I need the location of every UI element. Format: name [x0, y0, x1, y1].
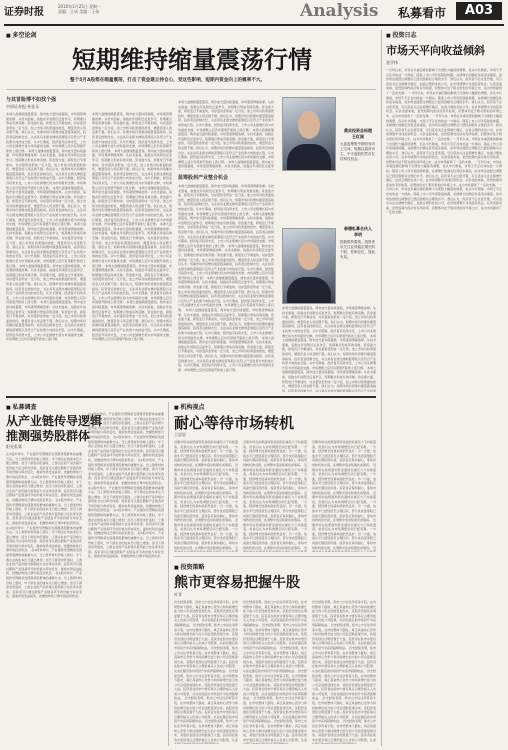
bottom-story-title: 熊市更容易把握牛股 — [174, 575, 300, 591]
left-story-title-1: 从产业链传导逻辑 — [6, 414, 103, 428]
bottom-story-byline: 叶青 — [174, 592, 182, 597]
dateline — [58, 4, 101, 14]
newspaper-logo: 证券时报 — [4, 7, 44, 18]
dateline-date: 2010年1月25日 星期一 — [58, 4, 102, 9]
middle-divider — [174, 556, 376, 557]
person-1-quote: 大盘蓝筹股中期仍有向上空间，短期以震荡为主，中小盘股依然存在结构性机会。 — [340, 142, 375, 161]
right-story-body: 一月份以来，市场在多重因素的影响下出现较大幅度的调整，但从中长期看，市场天平正在向收益一方倾斜。随着上市公司年报陆续披露，业绩增长的确定性将逐步提高，而市场估值经过调整后已经回到相对合理的水平。我们认为，投资者不必过度悲观，可以逐步关注业绩增长确定、估值合理的优质公司，在市场调整中寻找投资机会。从资金面来看，虽然短期内流动性有所收紧，但整体仍处于相对宽松的环境之中，这为市场提供了一定的支撑。 一月份以来，市场在多重因素的影响下出现较大幅度的调整，但从中长期看，市场天平正在向收益一方倾斜。随着上市公司年报陆续披露，业绩增长的确定性将逐步提高，而市场估值经过调整后已经回到相对合理的水平。我们认为，投资者不必过度悲观，可以逐步关注业绩增长确定、估值合理的优质公司，在市场调整中寻找投资机会。从资金面来看，虽然短期内流动性有所收紧，但整体仍处于相对宽松的环境之中，这为市场提供了一定的支撑。 一月份以来，市场在多重因素的影响下出现较大幅度的调整，但从中长期看，市场天平正在向收益一方倾斜。随着上市公司年报陆续披露，业绩增长的确定性将逐步提高，而市场估值经过调整后已经回到相对合理的水平。我们认为，投资者不必过度悲观，可以逐步关注业绩增长确定、估值合理的优质公司，在市场调整中寻找投资机会。从资金面来看，虽然短期内流动性有所收紧，但整体仍处于相对宽松的环境之中，这为市场提供了一定的支撑。 一月份以来，市场在多重因素的影响下出现较大幅度的调整，但从中长期看，市场天平正在向收益一方倾斜。随着上市公司年报陆续披露，业绩增长的确定性将逐步提高，而市场估值经过调整后已经回到相对合理的水平。我们认为，投资者不必过度悲观，可以逐步关注业绩增长确定、估值合理的优质公司，在市场调整中寻找投资机会。从资金面来看，虽然短期内流动性有所收紧，但整体仍处于相对宽松的环境之中，这为市场提供了一定的支撑。 一月份以来，市场在多重因素的影响下出现较大幅度的调整，但从中长期看，市场天平正在向收益一方倾斜。随着上市公司年报陆续披露，业绩增长的确定性将逐步提高，而市场估值经过调整后已经回到相对合理的水平。我们认为，投资者不必过度悲观，可以逐步关注业绩增长确定、估值合理的优质公司，在市场调整中寻找投资机会。从资金面来看，虽然短期内流动性有所收紧，但整体仍处于相对宽松的环境之中，这为市场提供了一定的支撑。 一月份以来，市场在多重因素的影响下出现较大幅度的调整，但从中长期看，市场天平正在向收益一方倾斜。随着上市公司年报陆续披露，业绩增长的确定性将逐步提高，而市场估值经过调整后已经回到相对合理的水平。我们认为，投资者不必过度悲观，可以逐步关注业绩增长确定、估值合理的优质公司，在市场调整中寻找投资机会。从资金面来看，虽然短期内流动性有所收紧，但整体仍处于相对宽松的环境之中，这为市场提供了一定的支撑。 — [386, 68, 502, 215]
section-divider — [6, 396, 376, 398]
right-story-byline: 金学伟 — [386, 60, 398, 65]
left-story-column-2: 在A股市场中，产业链传导逻辑是发现强势股群体的重要方法。当上游原材料价格上涨时，中下游企业的成本压力随之增加；而当下游需求旺盛时，上游企业的产品价格与盈利能力往往率先改善。投资者可以通过跟踪产业链各环节的价格与库存变化，提前布局受益板块，把握结构性行情中的投资机会。 在A股市场中，产业链传导逻辑是发现强势股群体的重要方法。当上游原材料价格上涨时，中下游企业的成本压力随之增加；而当下游需求旺盛时，上游企业的产品价格与盈利能力往往率先改善。投资者可以通过跟踪产业链各环节的价格与库存变化，提前布局受益板块，把握结构性行情中的投资机会。 在A股市场中，产业链传导逻辑是发现强势股群体的重要方法。当上游原材料价格上涨时，中下游企业的成本压力随之增加；而当下游需求旺盛时，上游企业的产品价格与盈利能力往往率先改善。投资者可以通过跟踪产业链各环节的价格与库存变化，提前布局受益板块，把握结构性行情中的投资机会。 在A股市场中，产业链传导逻辑是发现强势股群体的重要方法。当上游原材料价格上涨时，中下游企业的成本压力随之增加；而当下游需求旺盛时，上游企业的产品价格与盈利能力往往率先改善。投资者可以通过跟踪产业链各环节的价格与库存变化，提前布局受益板块，把握结构性行情中的投资机会。 在A股市场中，产业链传导逻辑是发现强势股群体的重要方法。当上游原材料价格上涨时，中下游企业的成本压力随之增加；而当下游需求旺盛时，上游企业的产品价格与盈利能力往往率先改善。投资者可以通过跟踪产业链各环节的价格与库存变化，提前布局受益板块，把握结构性行情中的投资机会。 在A股市场中，产业链传导逻辑是发现强势股群体的重要方法。当上游原材料价格上涨时，中下游企业的成本压力随之增加；而当下游需求旺盛时，上游企业的产品价格与盈利能力往往率先改善。投资者可以通过跟踪产业链各环节的价格与库存变化，提前布局受益板块，把握结构性行情中的投资机会。 — [88, 412, 164, 559]
top-story-column-1: 本周大盘继续缩量震荡，两市成交量持续萎缩，市场观望情绪浓厚。从技术面看，指数在年线附近反复争夺，短期难以形成有效突破。资金面方面，新股发行节奏加快，对存量资金形成一定分流，加之市场对政策面的担忧，增量资金入场意愿不强。我们认为，短期市场仍将维持缩量震荡格局，投资者宜控制仓位，关注具有业绩支撑的蓝筹股以及符合产业政策方向的成长股。从中长期看，经济复苏趋势未变，上市公司业绩增长将为市场提供支撑，市场调整之后仍有望展开新的上涨行情。 本周大盘继续缩量震荡，两市成交量持续萎缩，市场观望情绪浓厚。从技术面看，指数在年线附近反复争夺，短期难以形成有效突破。资金面方面，新股发行节奏加快，对存量资金形成一定分流，加之市场对政策面的担忧，增量资金入场意愿不强。我们认为，短期市场仍将维持缩量震荡格局，投资者宜控制仓位，关注具有业绩支撑的蓝筹股以及符合产业政策方向的成长股。从中长期看，经济复苏趋势未变，上市公司业绩增长将为市场提供支撑，市场调整之后仍有望展开新的上涨行情。 本周大盘继续缩量震荡，两市成交量持续萎缩，市场观望情绪浓厚。从技术面看，指数在年线附近反复争夺，短期难以形成有效突破。资金面方面，新股发行节奏加快，对存量资金形成一定分流，加之市场对政策面的担忧，增量资金入场意愿不强。我们认为，短期市场仍将维持缩量震荡格局，投资者宜控制仓位，关注具有业绩支撑的蓝筹股以及符合产业政策方向的成长股。从中长期看，经济复苏趋势未变，上市公司业绩增长将为市场提供支撑，市场调整之后仍有望展开新的上涨行情。 本周大盘继续缩量震荡，两市成交量持续萎缩，市场观望情绪浓厚。从技术面看，指数在年线附近反复争夺，短期难以形成有效突破。资金面方面，新股发行节奏加快，对存量资金形成一定分流，加之市场对政策面的担忧，增量资金入场意愿不强。我们认为，短期市场仍将维持缩量震荡格局，投资者宜控制仓位，关注具有业绩支撑的蓝筹股以及符合产业政策方向的成长股。从中长期看，经济复苏趋势未变，上市公司业绩增长将为市场提供支撑，市场调整之后仍有望展开新的上涨行情。 本周大盘继续缩量震荡，两市成交量持续萎缩，市场观望情绪浓厚。从技术面看，指数在年线附近反复争夺，短期难以形成有效突破。资金面方面，新股发行节奏加快，对存量资金形成一定分流，加之市场对政策面的担忧，增量资金入场意愿不强。我们认为，短期市场仍将维持缩量震荡格局，投资者宜控制仓位，关注具有业绩支撑的蓝筹股以及符合产业政策方向的成长股。从中长期看，经济复苏趋势未变，上市公司业绩增长将为市场提供支撑，市场调整之后仍有望展开新的上涨行情。 本周大盘继续缩量震荡，两市成交量持续萎缩，市场观望情绪浓厚。从技术面看，指数在年线附近反复争夺，短期难以形成有效突破。资金面方面，新股发行节奏加快，对存量资金形成一定分流，加之市场对政策面的担忧，增量资金入场意愿不强。我们认为，短期市场仍将维持缩量震荡格局，投资者宜控制仓位，关注具有业绩支撑的蓝筹股以及符合产业政策方向的成长股。从中长期看，经济复苏趋势未变，上市公司业绩增长将为市场提供支撑，市场调整之后仍有望展开新的上涨行情。 — [6, 112, 86, 342]
left-story-title-2: 推测强势股群体 — [6, 429, 91, 443]
person-2-title: 泰德私募合伙人 — [344, 226, 372, 231]
bottom-story-column-1: 历史经验表明，熊市之中往往孕育着牛股。在市场整体下跌时，真正具备核心竞争力和持续增长能力的公司会逐渐显现出来，其股价表现往往明显强于大盘。投资者在熊市中更容易以合理价格买入优质公司股票，从而在随后的市场回升中获得超额收益。 历史经验表明，熊市之中往往孕育着牛股。在市场整体下跌时，真正具备核心竞争力和持续增长能力的公司会逐渐显现出来，其股价表现往往明显强于大盘。投资者在熊市中更容易以合理价格买入优质公司股票，从而在随后的市场回升中获得超额收益。 历史经验表明，熊市之中往往孕育着牛股。在市场整体下跌时，真正具备核心竞争力和持续增长能力的公司会逐渐显现出来，其股价表现往往明显强于大盘。投资者在熊市中更容易以合理价格买入优质公司股票，从而在随后的市场回升中获得超额收益。 历史经验表明，熊市之中往往孕育着牛股。在市场整体下跌时，真正具备核心竞争力和持续增长能力的公司会逐渐显现出来，其股价表现往往明显强于大盘。投资者在熊市中更容易以合理价格买入优质公司股票，从而在随后的市场回升中获得超额收益。 历史经验表明，熊市之中往往孕育着牛股。在市场整体下跌时，真正具备核心竞争力和持续增长能力的公司会逐渐显现出来，其股价表现往往明显强于大盘。投资者在熊市中更容易以合理价格买入优质公司股票，从而在随后的市场回升中获得超额收益。 历史经验表明，熊市之中往往孕育着牛股。在市场整体下跌时，真正具备核心竞争力和持续增长能力的公司会逐渐显现出来，其股价表现往往明显强于大盘。投资者在熊市中更容易以合理价格买入优质公司股票，从而 — [174, 600, 238, 742]
bottom-story-column-2: 历史经验表明，熊市之中往往孕育着牛股。在市场整体下跌时，真正具备核心竞争力和持续增长能力的公司会逐渐显现出来，其股价表现往往明显强于大盘。投资者在熊市中更容易以合理价格买入优质公司股票，从而在随后的市场回升中获得超额收益。 历史经验表明，熊市之中往往孕育着牛股。在市场整体下跌时，真正具备核心竞争力和持续增长能力的公司会逐渐显现出来，其股价表现往往明显强于大盘。投资者在熊市中更容易以合理价格买入优质公司股票，从而在随后的市场回升中获得超额收益。 历史经验表明，熊市之中往往孕育着牛股。在市场整体下跌时，真正具备核心竞争力和持续增长能力的公司会逐渐显现出来，其股价表现往往明显强于大盘。投资者在熊市中更容易以合理价格买入优质公司股票，从而在随后的市场回升中获得超额收益。 历史经验表明，熊市之中往往孕育着牛股。在市场整体下跌时，真正具备核心竞争力和持续增长能力的公司会逐渐显现出来，其股价表现往往明显强于大盘。投资者在熊市中更容易以合理价格买入优质公司股票，从而在随后的市场回升中获得超额收益。 历史经验表明，熊市之中往往孕育着牛股。在市场整体下跌时，真正具备核心竞争力和持续增长能力的公司会逐渐显现出来，其股价表现往往明显强于大盘。投资者在熊市中更容易以合理价格买入优质公司股票，从而在随后的市场回升中获得超额收益。 历史经验表明，熊市之中往往孕育着牛股。在市场整体下跌时，真正具备核心竞争力和持续增长能力的公司会逐渐显现出来，其股价表现往往明显强于大盘。投资者在熊市中更容易以合理价格买入优质公司股票，从而 — [243, 600, 307, 742]
portrait-photo-2 — [282, 228, 336, 304]
left-story-byline: 阳光私募 — [6, 444, 22, 449]
top-story-tag: ■ 多空论剑 — [6, 30, 36, 39]
middle-story-title: 耐心等待市场转机 — [174, 414, 295, 432]
middle-story-column-3: 近期市场在政策面和资金面的双重压力下持续震荡，但我们认为市场调整空间已经有限。一方面，经济增长的基本面依然良好；另一方面，估值水平已经回落至合理区间，部分优质蓝筹股已具备长期投资价值。投资者应保持耐心，等待市场转机的出现，在调整中逐步积累优质筹码。 近期市场在政策面和资金面的双重压力下持续震荡，但我们认为市场调整空间已经有限。一方面，经济增长的基本面依然良好；另一方面，估值水平已经回落至合理区间，部分优质蓝筹股已具备长期投资价值。投资者应保持耐心，等待市场转机的出现，在调整中逐步积累优质筹码。 近期市场在政策面和资金面的双重压力下持续震荡，但我们认为市场调整空间已经有限。一方面，经济增长的基本面依然良好；另一方面，估值水平已经回落至合理区间，部分优质蓝筹股已具备长期投资价值。投资者应保持耐心，等待市场转机的出现，在调整中逐步积累优质筹码。 近期市场在政策面和资金面的双重压力下持续震荡，但我们认为市场调整空间已经有限。一方面，经济增长的基本面依然良好；另一方面，估值水平已经回落至合理区间，部分优质蓝筹股已具备长期投资价值。投资者应保持耐心，等待市场转机的出现，在调整中逐步积累优质筹码。 近 — [312, 440, 376, 550]
top-story-byline: 中国证券报·孙佳乐 — [6, 104, 40, 109]
person-2-name: 李明 — [354, 232, 362, 237]
right-story-tag: ■ 投资日志 — [386, 30, 416, 39]
dateline-editors: 责编：王成 美编：王伟 — [58, 9, 100, 14]
top-story-column-3b: 本周大盘继续缩量震荡，两市成交量持续萎缩，市场观望情绪浓厚。从技术面看，指数在年线附近反复争夺，短期难以形成有效突破。资金面方面，新股发行节奏加快，对存量资金形成一定分流，加之市场对政策面的担忧，增量资金入场意愿不强。我们认为，短期市场仍将维持缩量震荡格局，投资者宜控制仓位，关注具有业绩支撑的蓝筹股以及符合产业政策方向的成长股。从中长期看，经济复苏趋势未变，上市公司业绩增长将为市场提供支撑，市场调整之后仍有望展开新的上涨行情。 本周大盘继续缩量震荡，两市成交量持续萎缩，市场观望情绪浓厚。从技术面看，指数在年线附近反复争夺，短期难以形成有效突破。资金面方面，新股发行节奏加快，对存量资金形成一定分流，加之市场对政策面的担忧，增量资金入场意愿不强。我们认为，短期市场仍将维持缩量震荡格局，投资者宜控制仓位，关注具有业绩支撑的蓝筹股以及符合产业政策方向的成长股。从中长期看，经济复苏趋势未变，上市公司业绩增长将为市场提供支撑，市场调整之后仍有望展开新的上涨行情。 本周大盘继续缩量震荡，两市成交量持续萎缩，市场观望情绪浓厚。从技术面看，指数在年线附近反复争夺，短期难以形成有效突破。资金面方面，新股发行节奏加快，对存量资金形成一定分流，加之市场对政策面的担忧，增量资金入场意愿不强。我们认为，短期市场仍将维持缩量震荡格局，投资者宜控制仓位，关注具有业绩支撑的蓝筹股以及符合产业政策方向的成长股。从中长期看，经济复苏趋势未变，上市公司业绩增长将为市场提供支撑，市场调整之后仍有望展开新的上涨行情。 本周大盘继续缩量震荡，两市成交量持续萎缩，市场观望情绪浓厚。从技术面看，指数在年线附近反复争夺，短期难以形成有效突破。资金面方面，新股发行节奏加快，对存量资金形成一定分流，加之市场对政策面的担忧，增量资金入场意愿不强。我们认为，短期市场仍将维持缩量震荡格局，投资者宜控制仓位，关注具有业绩支撑的蓝筹股以及符合产业政策方向的成长股。从中长期看，经济复苏趋势未变，上市公司业绩增长将为市场提供支撑，市场调整之后仍有望展开新的上涨行情。 本周大盘继续缩量震荡，两市成交量持续萎缩，市场观望情绪浓厚。从技术面看，指数在年线附近反复争夺，短期难以形成有效突破。资金面方面，新股发行节奏加快，对存量资金形成一定分流，加之市场对政策面的担忧，增量资金入场意愿不强。我们认为，短期市场仍将维持缩量震荡格局，投资者宜控制仓位，关注具有业绩支撑的蓝筹股以及符合产业政策方向的成长股。从中长期看，经济复苏趋势未变，上市公司业绩增长将为市场提供支撑，市场调整之后仍有望展开新的上涨行情。 本周大盘继续缩量震荡，两市成交量持续萎缩，市场观望情绪浓厚。从技术面看，指数在年线附近反复争夺，短期难以形成有效突破。资金面方面，新股发行节奏加快，对存量资金形成一定分流，加之市场对政策面的担忧，增量资金入场意愿不强。我们认为，短期市场仍将维持缩量震荡格局，投资者宜控制仓位，关注具有业绩支撑的蓝筹股以及符合产业政策方向的成长股。从中长期看，经济复苏趋势未变，上市公司业绩增长将为市场提供支撑，市场调整之后仍有望展开新的上涨行情。 — [178, 184, 274, 372]
section-title-cn: 私募看市 — [398, 6, 447, 20]
page-number: A03 — [456, 2, 502, 20]
right-story-title: 市场天平向收益倾斜 — [386, 44, 485, 57]
top-story-mid-subhead: 蓝筹股到产业整合机会 — [178, 175, 229, 181]
top-story-headline: 短期维持缩量震荡行情 — [72, 46, 312, 74]
left-story-tag: ■ 私募调查 — [6, 402, 36, 411]
top-story-column-4: 本周大盘继续缩量震荡，两市成交量持续萎缩，市场观望情绪浓厚。从技术面看，指数在年线附近反复争夺，短期难以形成有效突破。资金面方面，新股发行节奏加快，对存量资金形成一定分流，加之市场对政策面的担忧，增量资金入场意愿不强。我们认为，短期市场仍将维持缩量震荡格局，投资者宜控制仓位，关注具有业绩支撑的蓝筹股以及符合产业政策方向的成长股。从中长期看，经济复苏趋势未变，上市公司业绩增长将为市场提供支撑，市场调整之后仍有望展开新的上涨行情。 本周大盘继续缩量震荡，两市成交量持续萎缩，市场观望情绪浓厚。从技术面看，指数在年线附近反复争夺，短期难以形成有效突破。资金面方面，新股发行节奏加快，对存量资金形成一定分流，加之市场对政策面的担忧，增量资金入场意愿不强。我们认为，短期市场仍将维持缩量震荡格局，投资者宜控制仓位，关注具有业绩支撑的蓝筹股以及符合产业政策方向的成长股。从中长期看，经济复苏趋势未变，上市公司业绩增长将为市场提供支撑，市场调整之后仍有望展开新的上涨行情。 本周大盘继续缩量震荡，两市成交量持续萎缩，市场观望情绪浓厚。从技术面看，指数在年线附近反复争夺，短期难以形成有效突破。资金面方面，新股发行节奏加快，对存量资金形成一定分流，加之市场对政策面的担忧，增量资金入场意愿不强。我们认为，短期市场仍将维持缩量震荡格局，投资者宜控制仓位，关注具有业绩支撑的蓝筹股以及符合产业政策 — [282, 306, 376, 392]
section-title-en: Analysis — [300, 1, 379, 21]
portrait-photo-1 — [282, 97, 336, 171]
middle-story-byline: 王思思 — [174, 432, 186, 437]
top-story-column-2: 本周大盘继续缩量震荡，两市成交量持续萎缩，市场观望情绪浓厚。从技术面看，指数在年线附近反复争夺，短期难以形成有效突破。资金面方面，新股发行节奏加快，对存量资金形成一定分流，加之市场对政策面的担忧，增量资金入场意愿不强。我们认为，短期市场仍将维持缩量震荡格局，投资者宜控制仓位，关注具有业绩支撑的蓝筹股以及符合产业政策方向的成长股。从中长期看，经济复苏趋势未变，上市公司业绩增长将为市场提供支撑，市场调整之后仍有望展开新的上涨行情。 本周大盘继续缩量震荡，两市成交量持续萎缩，市场观望情绪浓厚。从技术面看，指数在年线附近反复争夺，短期难以形成有效突破。资金面方面，新股发行节奏加快，对存量资金形成一定分流，加之市场对政策面的担忧，增量资金入场意愿不强。我们认为，短期市场仍将维持缩量震荡格局，投资者宜控制仓位，关注具有业绩支撑的蓝筹股以及符合产业政策方向的成长股。从中长期看，经济复苏趋势未变，上市公司业绩增长将为市场提供支撑，市场调整之后仍有望展开新的上涨行情。 本周大盘继续缩量震荡，两市成交量持续萎缩，市场观望情绪浓厚。从技术面看，指数在年线附近反复争夺，短期难以形成有效突破。资金面方面，新股发行节奏加快，对存量资金形成一定分流，加之市场对政策面的担忧，增量资金入场意愿不强。我们认为，短期市场仍将维持缩量震荡格局，投资者宜控制仓位，关注具有业绩支撑的蓝筹股以及符合产业政策方向的成长股。从中长期看，经济复苏趋势未变，上市公司业绩增长将为市场提供支撑，市场调整之后仍有望展开新的上涨行情。 本周大盘继续缩量震荡，两市成交量持续萎缩，市场观望情绪浓厚。从技术面看，指数在年线附近反复争夺，短期难以形成有效突破。资金面方面，新股发行节奏加快，对存量资金形成一定分流，加之市场对政策面的担忧，增量资金入场意愿不强。我们认为，短期市场仍将维持缩量震荡格局，投资者宜控制仓位，关注具有业绩支撑的蓝筹股以及符合产业政策方向的成长股。从中长期看，经济复苏趋势未变，上市公司业绩增长将为市场提供支撑，市场调整之后仍有望展开新的上涨行情。 本周大盘继续缩量震荡，两市成交量持续萎缩，市场观望情绪浓厚。从技术面看，指数在年线附近反复争夺，短期难以形成有效突破。资金面方面，新股发行节奏加快，对存量资金形成一定分流，加之市场对政策面的担忧，增量资金入场意愿不强。我们认为，短期市场仍将维持缩量震荡格局，投资者宜控制仓位，关注具有业绩支撑的蓝筹股以及符合产业政策方向的成长股。从中长期看，经济复苏趋势未变，上市公司业绩增长将为市场提供支撑，市场调整之后仍有望展开新的上涨行情。 本周大盘继续缩量震荡，两市成交量持续萎缩，市场观望情绪浓厚。从技术面看，指数在年线附近反复争夺，短期难以形成有效突破。资金面方面，新股发行节奏加快，对存量资金形成一定分流，加之市场对政策面的担忧，增量资金入场意愿不强。我们认为，短期市场仍将维持缩量震荡格局，投资者宜控制仓位，关注具有业绩支撑的蓝筹股以及符合产业政策方向的成长股。从中长期看，经济复苏趋势未变，上市公司业绩增长将为市场提供支撑，市场调整之后仍有望展开新的上涨行情。 — [92, 112, 172, 342]
person-2-quote: 指数维持震荡，投资者应关注业绩稳定增长的个股，控制仓位，逢低布局。 — [340, 240, 375, 259]
bottom-story-column-3: 历史经验表明，熊市之中往往孕育着牛股。在市场整体下跌时，真正具备核心竞争力和持续增长能力的公司会逐渐显现出来，其股价表现往往明显强于大盘。投资者在熊市中更容易以合理价格买入优质公司股票，从而在随后的市场回升中获得超额收益。 历史经验表明，熊市之中往往孕育着牛股。在市场整体下跌时，真正具备核心竞争力和持续增长能力的公司会逐渐显现出来，其股价表现往往明显强于大盘。投资者在熊市中更容易以合理价格买入优质公司股票，从而在随后的市场回升中获得超额收益。 历史经验表明，熊市之中往往孕育着牛股。在市场整体下跌时，真正具备核心竞争力和持续增长能力的公司会逐渐显现出来，其股价表现往往明显强于大盘。投资者在熊市中更容易以合理价格买入优质公司股票，从而在随后的市场回升中获得超额收益。 历史经验表明，熊市之中往往孕育着牛股。在市场整体下跌时，真正具备核心竞争力和持续增长能力的公司会逐渐显现出来，其股价表现往往明显强于大盘。投资者在熊市中更容易以合理价格买入优质公司股票，从而在随后的市场回升中获得超额收益。 历史经验表明，熊市之中往往孕育着牛股。在市场整体下跌时，真正具备核心竞争力和持续增长能力的公司会逐渐显现出来，其股价表现往往明显强于大盘。投资者在熊市中更容易以合理价格买入优质公司股票，从而在随后的市场回升中获得超额收益。 历史经验表明，熊市之中往往孕育着牛股。在市场整体下跌时，真正具备核心竞争力和持续增长能力的公司会逐渐显现出来，其股价表现往往明显强于大盘。投资者在熊市中更容易以合理价格买入优质公司股票，从而 — [312, 600, 376, 742]
top-story-subhead: 与其冒险博不如找个强 — [6, 97, 57, 103]
person-1-name: 王红刚 — [352, 134, 364, 139]
top-story-divider — [6, 89, 376, 90]
middle-story-column-1: 近期市场在政策面和资金面的双重压力下持续震荡，但我们认为市场调整空间已经有限。一方面，经济增长的基本面依然良好；另一方面，估值水平已经回落至合理区间，部分优质蓝筹股已具备长期投资价值。投资者应保持耐心，等待市场转机的出现，在调整中逐步积累优质筹码。 近期市场在政策面和资金面的双重压力下持续震荡，但我们认为市场调整空间已经有限。一方面，经济增长的基本面依然良好；另一方面，估值水平已经回落至合理区间，部分优质蓝筹股已具备长期投资价值。投资者应保持耐心，等待市场转机的出现，在调整中逐步积累优质筹码。 近期市场在政策面和资金面的双重压力下持续震荡，但我们认为市场调整空间已经有限。一方面，经济增长的基本面依然良好；另一方面，估值水平已经回落至合理区间，部分优质蓝筹股已具备长期投资价值。投资者应保持耐心，等待市场转机的出现，在调整中逐步积累优质筹码。 近期市场在政策面和资金面的双重压力下持续震荡，但我们认为市场调整空间已经有限。一方面，经济增长的基本面依然良好；另一方面，估值水平已经回落至合理区间，部分优质蓝筹股已具备长期投资价值。投资者应保持耐心，等待市场转机的出现，在调整中逐步积累优质筹码。 近 — [174, 440, 238, 550]
top-story-deck: 整个5月A股都在缩量震荡，打击了资金建立持仓心，受这些影响，短期内资金向上的概率不大。 — [70, 78, 266, 83]
column-divider — [168, 402, 169, 746]
bottom-story-tag: ■ 投资策略 — [174, 562, 204, 571]
top-story-column-3a: 本周大盘继续缩量震荡，两市成交量持续萎缩，市场观望情绪浓厚。从技术面看，指数在年线附近反复争夺，短期难以形成有效突破。资金面方面，新股发行节奏加快，对存量资金形成一定分流，加之市场对政策面的担忧，增量资金入场意愿不强。我们认为，短期市场仍将维持缩量震荡格局，投资者宜控制仓位，关注具有业绩支撑的蓝筹股以及符合产业政策方向的成长股。从中长期看，经济复苏趋势未变，上市公司业绩增长将为市场提供支撑，市场调整之后仍有望展开新的上涨行情。 本周大盘继续缩量震荡，两市成交量持续萎缩，市场观望情绪浓厚。从技术面看，指数在年线附近反复争夺，短期难以形成有效突破。资金面方面，新股发行节奏加快，对存量资金形成一定分流，加之市场对政策面的担忧，增量资金入场意愿不强。我们认为，短期市场仍将维持缩量震荡格局，投资者宜控制仓位，关注具有业绩支撑的蓝筹股以及符合产业政策方向的成长股。从中长期看，经济复苏趋势未变，上市公司业绩增长将为市场提供支撑，市场调整之后仍有望展开新的上涨行情。 本周大盘继续缩量震荡，两市成交量持续萎缩，市场观望情绪浓厚。从技术面看，指数在年线附近反复争 — [178, 100, 274, 169]
middle-story-tag: ■ 机构视点 — [174, 402, 204, 411]
right-column-divider — [381, 30, 382, 746]
person-1-title: 鼎实投资总经理 — [344, 128, 372, 133]
left-story-column-1: 在A股市场中，产业链传导逻辑是发现强势股群体的重要方法。当上游原材料价格上涨时，中下游企业的成本压力随之增加；而当下游需求旺盛时，上游企业的产品价格与盈利能力往往率先改善。投资者可以通过跟踪产业链各环节的价格与库存变化，提前布局受益板块，把握结构性行情中的投资机会。 在A股市场中，产业链传导逻辑是发现强势股群体的重要方法。当上游原材料价格上涨时，中下游企业的成本压力随之增加；而当下游需求旺盛时，上游企业的产品价格与盈利能力往往率先改善。投资者可以通过跟踪产业链各环节的价格与库存变化，提前布局受益板块，把握结构性行情中的投资机会。 在A股市场中，产业链传导逻辑是发现强势股群体的重要方法。当上游原材料价格上涨时，中下游企业的成本压力随之增加；而当下游需求旺盛时，上游企业的产品价格与盈利能力往往率先改善。投资者可以通过跟踪产业链各环节的价格与库存变化，提前布局受益板块，把握结构性行情中的投资机会。 在A股市场中，产业链传导逻辑是发现强势股群体的重要方法。当上游原材料价格上涨时，中下游企业的成本压力随之增加；而当下游需求旺盛时，上游企业的产品价格与盈利能力往往率先改善。投资者可以通过跟踪产业链各环节的价格与库存变化，提前布局受益板块，把握结构性行情中的投资机会。 在A股市场中，产业链传导逻辑是发现强势股群体的重要方法。当上游原材料价格上涨时，中下游企业的成本压力随之增加；而当下游需求旺盛时，上游企业的产品价格与盈利能力往往率先改善。投资者可以通过跟踪产业链各环节的价格与库存变化，提前布局受益板块，把握结构性行情中的投资机会。 在A股市场中，产业链传导逻辑是发现强势股群体的重要方法。当上游原材料价格上涨时，中下游企业的成本压力随之增加；而当下游需求旺盛时，上游企业的产品价格与盈利能力往往率先改善。投资者可以通过跟踪产业链各环节的价格与库存变化，提前布局受益板块，把握结构性行情中的投资机会。 — [6, 452, 82, 599]
middle-story-column-2: 近期市场在政策面和资金面的双重压力下持续震荡，但我们认为市场调整空间已经有限。一方面，经济增长的基本面依然良好；另一方面，估值水平已经回落至合理区间，部分优质蓝筹股已具备长期投资价值。投资者应保持耐心，等待市场转机的出现，在调整中逐步积累优质筹码。 近期市场在政策面和资金面的双重压力下持续震荡，但我们认为市场调整空间已经有限。一方面，经济增长的基本面依然良好；另一方面，估值水平已经回落至合理区间，部分优质蓝筹股已具备长期投资价值。投资者应保持耐心，等待市场转机的出现，在调整中逐步积累优质筹码。 近期市场在政策面和资金面的双重压力下持续震荡，但我们认为市场调整空间已经有限。一方面，经济增长的基本面依然良好；另一方面，估值水平已经回落至合理区间，部分优质蓝筹股已具备长期投资价值。投资者应保持耐心，等待市场转机的出现，在调整中逐步积累优质筹码。 近期市场在政策面和资金面的双重压力下持续震荡，但我们认为市场调整空间已经有限。一方面，经济增长的基本面依然良好；另一方面，估值水平已经回落至合理区间，部分优质蓝筹股已具备长期投资价值。投资者应保持耐心，等待市场转机的出现，在调整中逐步积累优质筹码。 近 — [243, 440, 307, 550]
